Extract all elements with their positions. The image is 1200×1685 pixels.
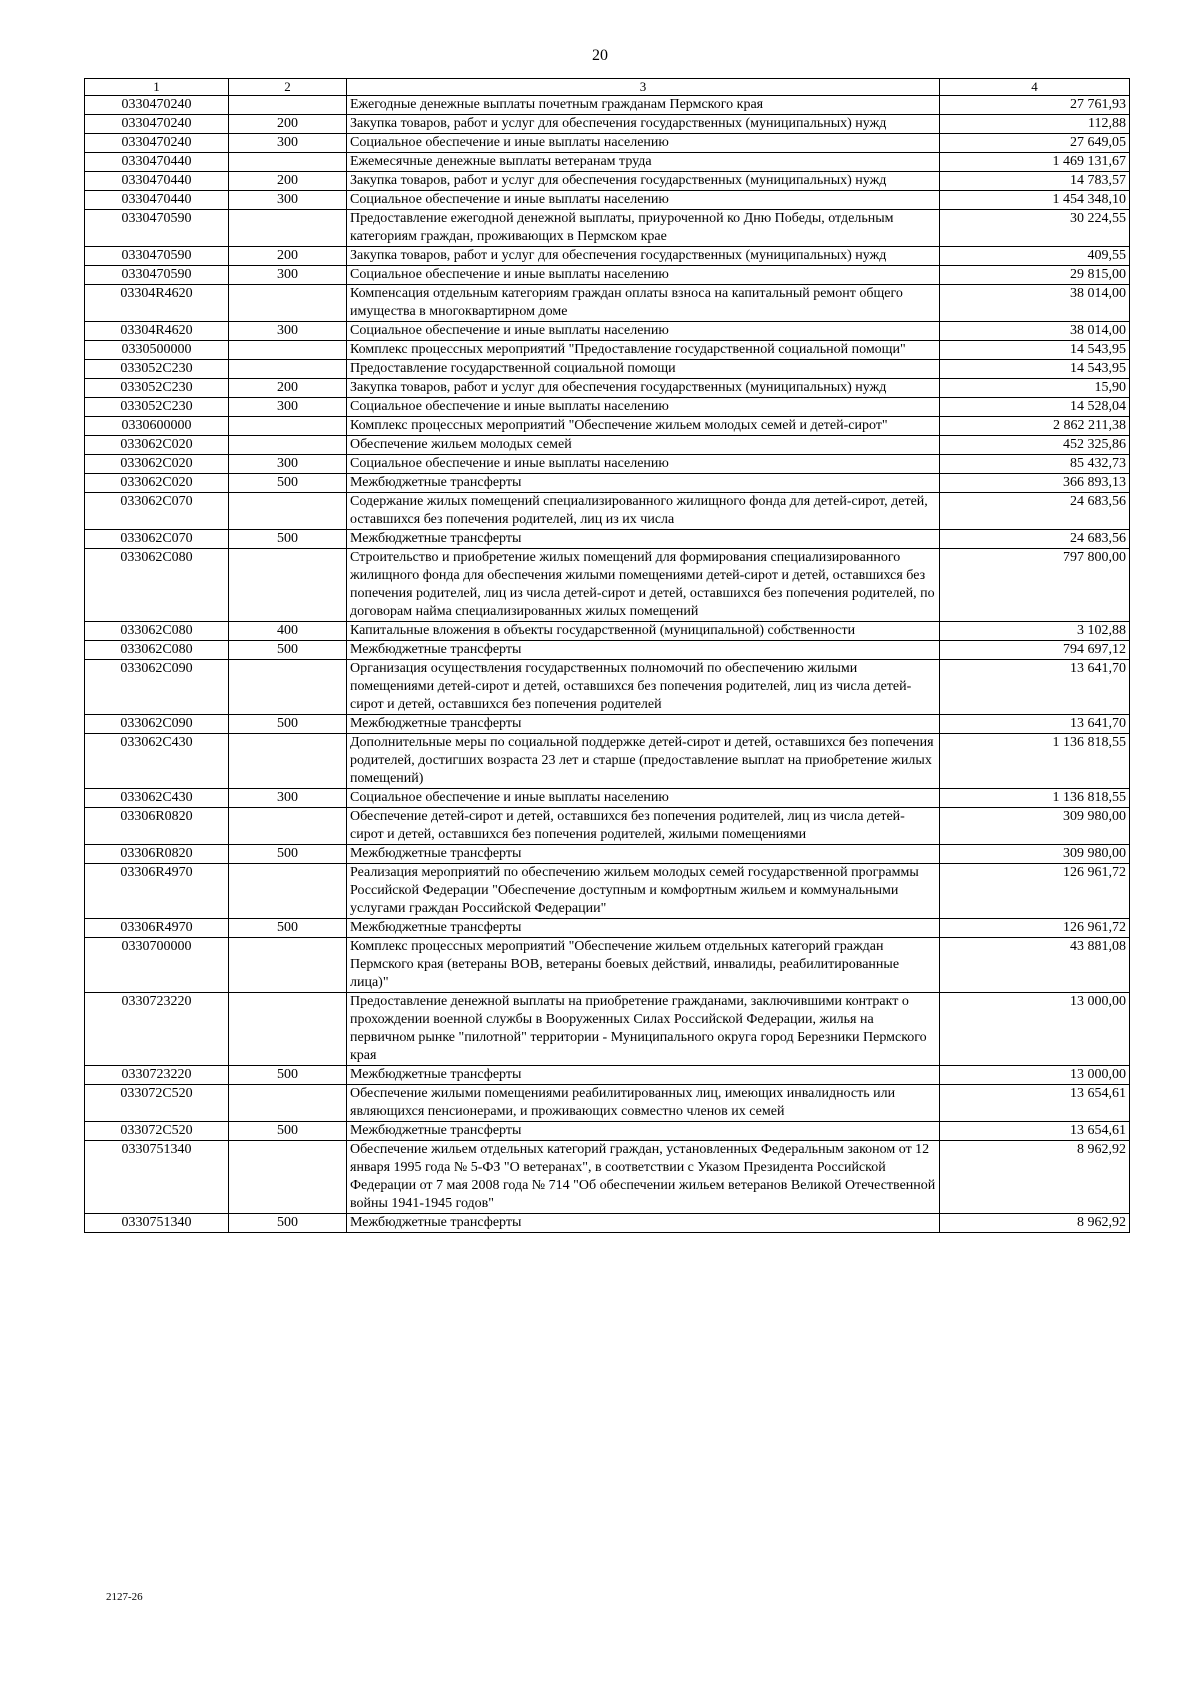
amount-cell: 13 000,00 bbox=[940, 993, 1130, 1066]
description-cell: Межбюджетные трансферты bbox=[347, 715, 940, 734]
code-cell: 0330470440 bbox=[85, 172, 229, 191]
table-row bbox=[85, 530, 1130, 549]
code-cell: 033062C090 bbox=[85, 715, 229, 734]
table-row bbox=[85, 919, 1130, 938]
table-row bbox=[85, 549, 1130, 622]
type-cell: 300 bbox=[229, 398, 347, 417]
description-cell: Социальное обеспечение и иные выплаты населению bbox=[347, 322, 940, 341]
table-row bbox=[85, 436, 1130, 455]
type-cell: 400 bbox=[229, 622, 347, 641]
amount-cell: 309 980,00 bbox=[940, 845, 1130, 864]
description-cell: Социальное обеспечение и иные выплаты населению bbox=[347, 134, 940, 153]
code-cell: 03306R4970 bbox=[85, 864, 229, 919]
description-cell: Социальное обеспечение и иные выплаты населению bbox=[347, 789, 940, 808]
type-cell: 500 bbox=[229, 715, 347, 734]
code-cell: 0330600000 bbox=[85, 417, 229, 436]
description-cell: Обеспечение жилыми помещениями реабилитированных лиц, имеющих инвалидность или являющихся пенсионерами, и проживающих совместно членов их семей bbox=[347, 1085, 940, 1122]
table-row bbox=[85, 153, 1130, 172]
amount-cell: 3 102,88 bbox=[940, 622, 1130, 641]
code-cell: 03304R4620 bbox=[85, 285, 229, 322]
type-cell bbox=[229, 938, 347, 993]
type-cell: 200 bbox=[229, 115, 347, 134]
code-cell: 033062C070 bbox=[85, 493, 229, 530]
type-cell: 500 bbox=[229, 919, 347, 938]
code-cell: 0330751340 bbox=[85, 1214, 229, 1233]
table-row bbox=[85, 1066, 1130, 1085]
description-cell: Закупка товаров, работ и услуг для обеспечения государственных (муниципальных) нужд bbox=[347, 379, 940, 398]
description-cell: Реализация мероприятий по обеспечению жильем молодых семей государственной программы Российской Федерации "Обеспечение доступным и комфортным жильем и коммунальными услугами граждан Российской Федерации" bbox=[347, 864, 940, 919]
code-cell: 0330470240 bbox=[85, 115, 229, 134]
type-cell bbox=[229, 210, 347, 247]
description-cell: Ежемесячные денежные выплаты ветеранам труда bbox=[347, 153, 940, 172]
amount-cell: 794 697,12 bbox=[940, 641, 1130, 660]
description-cell: Обеспечение жильем молодых семей bbox=[347, 436, 940, 455]
description-cell: Обеспечение жильем отдельных категорий граждан, установленных Федеральным законом от 12 января 1995 года № 5-ФЗ "О ветеранах", в соответствии с Указом Президента Российской Федерации от 7 мая 2008 года № 714 "Об обеспечении жильем ветеранов Великой Отечественной войны 1941-1945 годов" bbox=[347, 1141, 940, 1214]
table-row bbox=[85, 172, 1130, 191]
type-cell bbox=[229, 1085, 347, 1122]
description-cell: Организация осуществления государственных полномочий по обеспечению жилыми помещениями детей-сирот и детей, оставшихся без попечения родителей, лиц из числа детей-сирот и детей, оставшихся без попечения родителей bbox=[347, 660, 940, 715]
table-row bbox=[85, 622, 1130, 641]
amount-cell: 14 783,57 bbox=[940, 172, 1130, 191]
amount-cell: 14 543,95 bbox=[940, 360, 1130, 379]
amount-cell: 13 641,70 bbox=[940, 660, 1130, 715]
table-row bbox=[85, 417, 1130, 436]
code-cell: 033062C090 bbox=[85, 660, 229, 715]
code-cell: 033052C230 bbox=[85, 379, 229, 398]
description-cell: Межбюджетные трансферты bbox=[347, 919, 940, 938]
amount-cell: 14 543,95 bbox=[940, 341, 1130, 360]
table-row bbox=[85, 845, 1130, 864]
code-cell: 033062C020 bbox=[85, 474, 229, 493]
column-header: 4 bbox=[940, 79, 1130, 96]
description-cell: Капитальные вложения в объекты государственной (муниципальной) собственности bbox=[347, 622, 940, 641]
description-cell: Содержание жилых помещений специализированного жилищного фонда для детей-сирот, детей, оставшихся без попечения родителей, лиц из их числа bbox=[347, 493, 940, 530]
description-cell: Межбюджетные трансферты bbox=[347, 1066, 940, 1085]
code-cell: 033062C080 bbox=[85, 641, 229, 660]
type-cell bbox=[229, 417, 347, 436]
code-cell: 03306R0820 bbox=[85, 845, 229, 864]
table-row bbox=[85, 360, 1130, 379]
type-cell bbox=[229, 993, 347, 1066]
amount-cell: 27 761,93 bbox=[940, 96, 1130, 115]
column-header: 1 bbox=[85, 79, 229, 96]
amount-cell: 1 469 131,67 bbox=[940, 153, 1130, 172]
type-cell bbox=[229, 1141, 347, 1214]
type-cell: 300 bbox=[229, 191, 347, 210]
table-row bbox=[85, 379, 1130, 398]
table-row bbox=[85, 660, 1130, 715]
amount-cell: 38 014,00 bbox=[940, 285, 1130, 322]
amount-cell: 38 014,00 bbox=[940, 322, 1130, 341]
type-cell: 300 bbox=[229, 322, 347, 341]
table-row bbox=[85, 455, 1130, 474]
page-number: 20 bbox=[592, 47, 608, 64]
amount-cell: 15,90 bbox=[940, 379, 1130, 398]
table-row bbox=[85, 993, 1130, 1066]
amount-cell: 85 432,73 bbox=[940, 455, 1130, 474]
code-cell: 0330751340 bbox=[85, 1141, 229, 1214]
type-cell bbox=[229, 360, 347, 379]
code-cell: 0330723220 bbox=[85, 1066, 229, 1085]
type-cell: 200 bbox=[229, 379, 347, 398]
table-row bbox=[85, 808, 1130, 845]
code-cell: 0330470440 bbox=[85, 153, 229, 172]
amount-cell: 126 961,72 bbox=[940, 864, 1130, 919]
type-cell: 500 bbox=[229, 641, 347, 660]
table-row bbox=[85, 266, 1130, 285]
table-header-row bbox=[85, 79, 1130, 96]
amount-cell: 24 683,56 bbox=[940, 530, 1130, 549]
description-cell: Строительство и приобретение жилых помещений для формирования специализированного жилищного фонда для обеспечения жилыми помещениями детей-сирот и детей, оставшихся без попечения родителей, лиц из числа детей-сирот и детей, оставшихся без попечения родителей, по договорам найма специализированных жилых помещений bbox=[347, 549, 940, 622]
type-cell bbox=[229, 660, 347, 715]
table-row bbox=[85, 938, 1130, 993]
amount-cell: 13 000,00 bbox=[940, 1066, 1130, 1085]
description-cell: Межбюджетные трансферты bbox=[347, 530, 940, 549]
description-cell: Межбюджетные трансферты bbox=[347, 1122, 940, 1141]
type-cell: 200 bbox=[229, 247, 347, 266]
amount-cell: 29 815,00 bbox=[940, 266, 1130, 285]
type-cell: 200 bbox=[229, 172, 347, 191]
description-cell: Закупка товаров, работ и услуг для обеспечения государственных (муниципальных) нужд bbox=[347, 115, 940, 134]
description-cell: Компенсация отдельным категориям граждан оплаты взноса на капитальный ремонт общего имущества в многоквартирном доме bbox=[347, 285, 940, 322]
table-row bbox=[85, 210, 1130, 247]
table-row bbox=[85, 247, 1130, 266]
description-cell: Социальное обеспечение и иные выплаты населению bbox=[347, 266, 940, 285]
description-cell: Ежегодные денежные выплаты почетным гражданам Пермского края bbox=[347, 96, 940, 115]
amount-cell: 24 683,56 bbox=[940, 493, 1130, 530]
table-row bbox=[85, 715, 1130, 734]
code-cell: 033062C070 bbox=[85, 530, 229, 549]
code-cell: 03304R4620 bbox=[85, 322, 229, 341]
amount-cell: 452 325,86 bbox=[940, 436, 1130, 455]
table-row bbox=[85, 341, 1130, 360]
type-cell bbox=[229, 436, 347, 455]
description-cell: Межбюджетные трансферты bbox=[347, 1214, 940, 1233]
type-cell bbox=[229, 549, 347, 622]
type-cell: 500 bbox=[229, 474, 347, 493]
code-cell: 033072C520 bbox=[85, 1085, 229, 1122]
code-cell: 03306R4970 bbox=[85, 919, 229, 938]
amount-cell: 8 962,92 bbox=[940, 1214, 1130, 1233]
amount-cell: 13 641,70 bbox=[940, 715, 1130, 734]
amount-cell: 797 800,00 bbox=[940, 549, 1130, 622]
code-cell: 0330470440 bbox=[85, 191, 229, 210]
type-cell bbox=[229, 493, 347, 530]
description-cell: Предоставление государственной социальной помощи bbox=[347, 360, 940, 379]
amount-cell: 1 136 818,55 bbox=[940, 789, 1130, 808]
description-cell: Социальное обеспечение и иные выплаты населению bbox=[347, 455, 940, 474]
type-cell: 500 bbox=[229, 530, 347, 549]
code-cell: 033062C020 bbox=[85, 455, 229, 474]
table-row bbox=[85, 398, 1130, 417]
table-row bbox=[85, 115, 1130, 134]
amount-cell: 126 961,72 bbox=[940, 919, 1130, 938]
amount-cell: 112,88 bbox=[940, 115, 1130, 134]
table-row bbox=[85, 864, 1130, 919]
description-cell: Обеспечение детей-сирот и детей, оставшихся без попечения родителей, лиц из числа детей-сирот и детей, оставшихся без попечения родителей, жилыми помещениями bbox=[347, 808, 940, 845]
code-cell: 0330500000 bbox=[85, 341, 229, 360]
code-cell: 033062C020 bbox=[85, 436, 229, 455]
table-row bbox=[85, 493, 1130, 530]
code-cell: 033052C230 bbox=[85, 360, 229, 379]
table-row bbox=[85, 1085, 1130, 1122]
budget-table bbox=[84, 78, 1130, 1233]
table-row bbox=[85, 96, 1130, 115]
description-cell: Предоставление денежной выплаты на приобретение гражданами, заключившими контракт о прохождении военной службы в Вооруженных Силах Российской Федерации, жилья на первичном рынке "пилотной" территории - Муниципального округа город Березники Пермского края bbox=[347, 993, 940, 1066]
code-cell: 033062C080 bbox=[85, 549, 229, 622]
amount-cell: 409,55 bbox=[940, 247, 1130, 266]
type-cell: 500 bbox=[229, 1122, 347, 1141]
code-cell: 033052C230 bbox=[85, 398, 229, 417]
table-row bbox=[85, 1214, 1130, 1233]
amount-cell: 43 881,08 bbox=[940, 938, 1130, 993]
description-cell: Социальное обеспечение и иные выплаты населению bbox=[347, 398, 940, 417]
table-row bbox=[85, 134, 1130, 153]
amount-cell: 14 528,04 bbox=[940, 398, 1130, 417]
table-row bbox=[85, 1122, 1130, 1141]
code-cell: 033072C520 bbox=[85, 1122, 229, 1141]
type-cell: 300 bbox=[229, 134, 347, 153]
type-cell: 300 bbox=[229, 789, 347, 808]
type-cell: 500 bbox=[229, 1214, 347, 1233]
description-cell: Закупка товаров, работ и услуг для обеспечения государственных (муниципальных) нужд bbox=[347, 172, 940, 191]
code-cell: 033062C430 bbox=[85, 734, 229, 789]
type-cell bbox=[229, 864, 347, 919]
column-header: 3 bbox=[347, 79, 940, 96]
code-cell: 0330470590 bbox=[85, 247, 229, 266]
table-row bbox=[85, 285, 1130, 322]
code-cell: 0330700000 bbox=[85, 938, 229, 993]
type-cell bbox=[229, 341, 347, 360]
amount-cell: 309 980,00 bbox=[940, 808, 1130, 845]
code-cell: 0330470590 bbox=[85, 266, 229, 285]
type-cell: 300 bbox=[229, 266, 347, 285]
description-cell: Межбюджетные трансферты bbox=[347, 845, 940, 864]
type-cell: 500 bbox=[229, 1066, 347, 1085]
table-row bbox=[85, 474, 1130, 493]
description-cell: Комплекс процессных мероприятий "Обеспечение жильем отдельных категорий граждан Пермского края (ветераны ВОВ, ветераны боевых действий, инвалиды, реабилитированные лица)" bbox=[347, 938, 940, 993]
amount-cell: 30 224,55 bbox=[940, 210, 1130, 247]
table-row bbox=[85, 191, 1130, 210]
type-cell bbox=[229, 734, 347, 789]
description-cell: Дополнительные меры по социальной поддержке детей-сирот и детей, оставшихся без попечения родителей, достигших возраста 23 лет и старше (предоставление выплат на приобретение жилых помещений) bbox=[347, 734, 940, 789]
amount-cell: 13 654,61 bbox=[940, 1122, 1130, 1141]
table-row bbox=[85, 734, 1130, 789]
column-header: 2 bbox=[229, 79, 347, 96]
table-row bbox=[85, 789, 1130, 808]
type-cell: 500 bbox=[229, 845, 347, 864]
amount-cell: 1 136 818,55 bbox=[940, 734, 1130, 789]
type-cell bbox=[229, 96, 347, 115]
description-cell: Межбюджетные трансферты bbox=[347, 474, 940, 493]
amount-cell: 13 654,61 bbox=[940, 1085, 1130, 1122]
table-row bbox=[85, 322, 1130, 341]
description-cell: Межбюджетные трансферты bbox=[347, 641, 940, 660]
code-cell: 033062C430 bbox=[85, 789, 229, 808]
amount-cell: 8 962,92 bbox=[940, 1141, 1130, 1214]
code-cell: 0330723220 bbox=[85, 993, 229, 1066]
description-cell: Комплекс процессных мероприятий "Обеспечение жильем молодых семей и детей-сирот" bbox=[347, 417, 940, 436]
table-row bbox=[85, 641, 1130, 660]
description-cell: Закупка товаров, работ и услуг для обеспечения государственных (муниципальных) нужд bbox=[347, 247, 940, 266]
description-cell: Комплекс процессных мероприятий "Предоставление государственной социальной помощи" bbox=[347, 341, 940, 360]
code-cell: 0330470240 bbox=[85, 96, 229, 115]
amount-cell: 27 649,05 bbox=[940, 134, 1130, 153]
type-cell: 300 bbox=[229, 455, 347, 474]
code-cell: 0330470590 bbox=[85, 210, 229, 247]
table-row bbox=[85, 1141, 1130, 1214]
description-cell: Предоставление ежегодной денежной выплаты, приуроченной ко Дню Победы, отдельным категориям граждан, проживающих в Пермском крае bbox=[347, 210, 940, 247]
code-cell: 0330470240 bbox=[85, 134, 229, 153]
code-cell: 03306R0820 bbox=[85, 808, 229, 845]
type-cell bbox=[229, 153, 347, 172]
description-cell: Социальное обеспечение и иные выплаты населению bbox=[347, 191, 940, 210]
amount-cell: 1 454 348,10 bbox=[940, 191, 1130, 210]
type-cell bbox=[229, 285, 347, 322]
footer-code: 2127-26 bbox=[106, 1591, 143, 1603]
code-cell: 033062C080 bbox=[85, 622, 229, 641]
amount-cell: 2 862 211,38 bbox=[940, 417, 1130, 436]
type-cell bbox=[229, 808, 347, 845]
amount-cell: 366 893,13 bbox=[940, 474, 1130, 493]
